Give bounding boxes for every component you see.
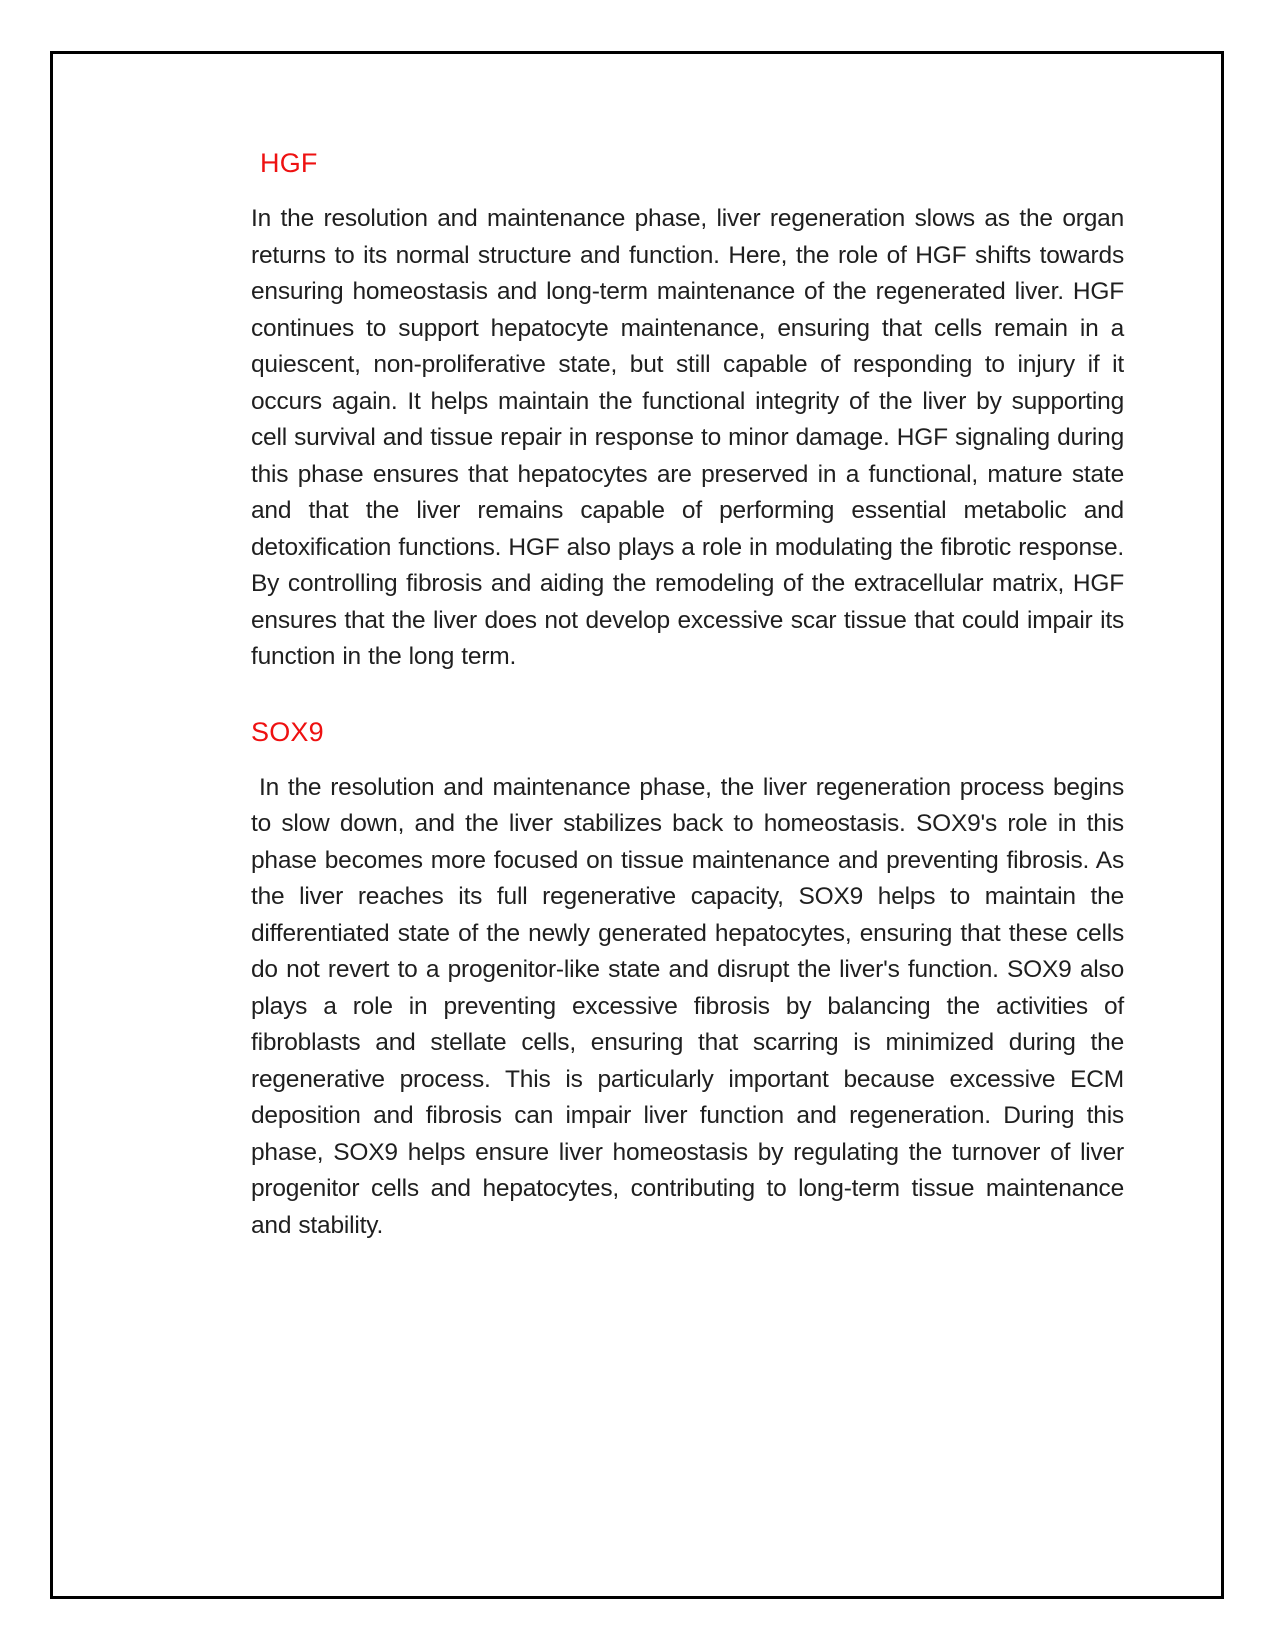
section-paragraph-hgf: In the resolution and maintenance phase, liver regeneration slows as the organ returns to its normal structure and function. Here, the role of HGF shifts towards ensuring homeostasis and long-term maintenance of the regenerated liver. HGF continues to support hepatocyte maintenance, ensuring that cells remain in a quiescent, non-proliferative state, but still capable of responding to injury if it occurs again. It helps maintain the functional integrity of the liver by supporting cell survival and tissue repair in response to minor damage. HGF signaling during this phase ensures that hepatocytes are preserved in a functional, mature state and that the liver remains capable of performing essential metabolic and detoxification functions. HGF also plays a role in modulating the fibrotic response. By controlling fibrosis and aiding the remodeling of the extracellular matrix, HGF ensures that the liver does not develop excessive scar tissue that could impair its function in the long term. bbox=[251, 205, 1124, 670]
section-heading-sox9: SOX9 bbox=[251, 716, 324, 747]
section-heading-hgf: HGF bbox=[260, 148, 318, 178]
section-paragraph-sox9: In the resolution and maintenance phase, the liver regeneration process begins to slow down, and the liver stabilizes back to homeostasis. SOX9's role in this phase becomes more focused on tissue maintenance and preventing fibrosis. As the liver reaches its full regenerative capacity, SOX9 helps to maintain the differentiated state of the newly generated hepatocytes, ensuring that these cells do not revert to a progenitor-like state and disrupt the liver's function. SOX9 also plays a role in preventing excessive fibrosis by balancing the activities of fibroblasts and stellate cells, ensuring that scarring is minimized during the regenerative process. This is particularly important because excessive ECM deposition and fibrosis can impair liver function and regeneration. During this phase, SOX9 helps ensure liver homeostasis by regulating the turnover of liver progenitor cells and hepatocytes, contributing to long-term tissue maintenance and stability. bbox=[251, 773, 1124, 1239]
section-hgf bbox=[251, 145, 1124, 676]
section-sox9 bbox=[251, 714, 1124, 1245]
document-content bbox=[251, 145, 1124, 1282]
